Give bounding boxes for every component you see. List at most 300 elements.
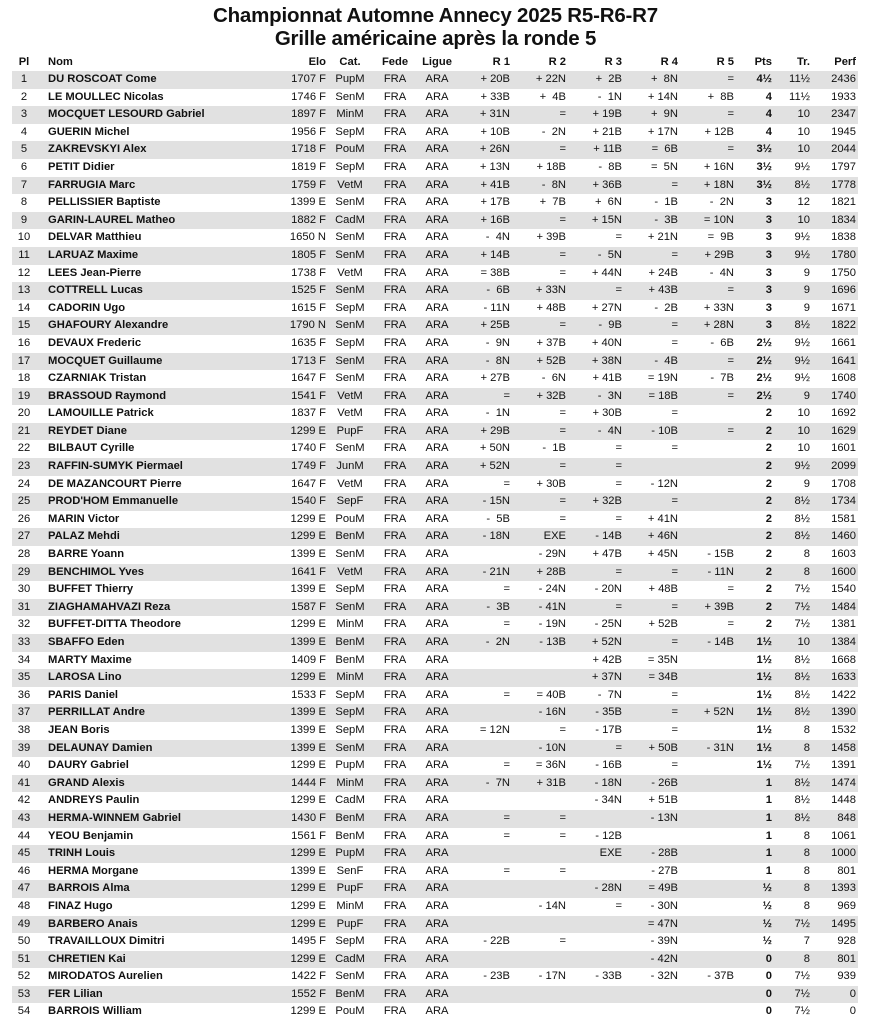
cell-federation: FRA [383, 636, 407, 648]
cell-performance: 1540 [831, 583, 856, 596]
cell-round-1 [458, 916, 514, 934]
cell-round-3: + 11B [593, 143, 622, 156]
cell-round-4: - 27B [651, 864, 678, 877]
cell-performance: 1780 [831, 248, 856, 261]
cell-category: MinM [336, 899, 364, 912]
cell-round-4: = 35N [647, 653, 678, 666]
cell-round-4: = [671, 565, 678, 578]
cell-points: 1½ [756, 653, 772, 666]
cell-league: ARA [425, 723, 449, 736]
cell-federation: FRA [383, 899, 407, 912]
cell-round-3: - 5N [597, 248, 622, 261]
cell-round-4: = [671, 319, 678, 332]
cell-category: SenM [335, 442, 365, 455]
cell-category: SenM [335, 231, 365, 244]
cell-federation: FRA [383, 389, 407, 402]
table-row [12, 511, 858, 529]
cell-performance: 2436 [831, 73, 856, 85]
cell-tiebreak: 7½ [794, 987, 810, 1000]
cell-round-2: = [559, 829, 566, 842]
cell-name: ZIAGHAMAHVAZI Reza [48, 600, 171, 613]
cell-league: ARA [425, 213, 449, 226]
cell-performance: 1822 [831, 319, 856, 332]
cell-round-1 [458, 546, 514, 564]
cell-round-1: + 33B [480, 90, 510, 103]
cell-performance: 1750 [831, 266, 856, 279]
cell-round-4: = 49B [648, 882, 678, 895]
cell-federation: FRA [383, 741, 407, 754]
cell-federation: FRA [383, 248, 407, 261]
cell-points: 4½ [756, 73, 772, 85]
cell-points: 0 [765, 987, 772, 1000]
cell-category: SepM [335, 336, 365, 349]
table-row [12, 564, 858, 582]
cell-round-5 [682, 792, 738, 810]
cell-name: PALAZ Mehdi [48, 530, 120, 543]
cell-elo: 1409 F [291, 653, 326, 666]
cell-tiebreak: 7½ [794, 583, 810, 596]
cell-federation: FRA [383, 407, 407, 420]
cell-performance: 1495 [831, 917, 856, 930]
cell-round-4: = [671, 178, 678, 191]
cell-name: MOCQUET LESOURD Gabriel [48, 108, 205, 121]
cell-points: 2 [765, 565, 772, 578]
cell-round-2: + 31B [536, 776, 566, 789]
cell-elo: 1541 F [291, 389, 326, 402]
cell-round-1 [458, 986, 514, 1004]
cell-round-1: - 7N [485, 776, 510, 789]
table-row [12, 159, 858, 177]
cell-points: 1 [765, 864, 772, 877]
cell-round-1: + 14B [480, 248, 510, 261]
cell-performance: 1460 [831, 530, 856, 543]
cell-round-4: - 13N [650, 811, 678, 824]
cell-league: ARA [425, 301, 449, 314]
cell-tiebreak: 8 [803, 847, 810, 860]
cell-place: 13 [17, 284, 31, 297]
cell-category: SenM [335, 196, 365, 209]
cell-round-2: = [559, 407, 566, 420]
cell-round-2: + 28B [536, 565, 566, 578]
cell-round-5 [682, 405, 738, 423]
cell-name: MARIN Victor [48, 512, 120, 525]
cell-round-2 [514, 652, 570, 670]
cell-name: BUFFET-DITTA Theodore [48, 618, 181, 631]
table-row [12, 212, 858, 230]
cell-league: ARA [425, 196, 449, 209]
cell-round-2: = 40B [536, 688, 566, 701]
cell-elo: 1805 F [291, 248, 326, 261]
header-elo: Elo [308, 56, 326, 68]
cell-tiebreak: 9 [803, 284, 810, 297]
cell-round-1: + 17B [480, 196, 510, 209]
table-row [12, 704, 858, 722]
cell-elo: 1819 F [291, 160, 326, 173]
cell-category: BenM [335, 530, 365, 543]
cell-round-1: - 11N [483, 301, 510, 314]
table-row [12, 282, 858, 300]
cell-elo: 1837 F [291, 407, 326, 420]
cell-federation: FRA [383, 354, 407, 367]
cell-tiebreak: 7½ [794, 618, 810, 631]
cell-round-1: - 8N [485, 354, 510, 367]
cell-category: SepM [335, 688, 365, 701]
cell-category: BenM [335, 653, 365, 666]
cell-round-4: - 32N [650, 970, 678, 983]
cell-name: DAURY Gabriel [48, 759, 129, 772]
cell-round-1 [458, 951, 514, 969]
cell-category: BenM [335, 811, 365, 824]
cell-round-5 [682, 476, 738, 494]
cell-place: 31 [17, 600, 31, 613]
table-row [12, 528, 858, 546]
cell-round-2: + 37B [536, 336, 566, 349]
cell-federation: FRA [383, 319, 407, 332]
cell-round-1: - 22B [483, 935, 510, 948]
cell-round-1 [458, 880, 514, 898]
table-row [12, 599, 858, 617]
cell-round-5: = [727, 143, 734, 156]
table-row [12, 265, 858, 283]
cell-round-3: - 34N [594, 794, 622, 807]
cell-round-4: - 2B [654, 301, 678, 314]
cell-elo: 1647 F [291, 372, 326, 385]
cell-category: SenM [335, 548, 365, 561]
cell-round-5: + 29B [704, 248, 734, 261]
cell-league: ARA [425, 636, 449, 648]
cell-name: LAMOUILLE Patrick [48, 407, 154, 420]
cell-round-2: - 16N [538, 706, 566, 719]
cell-league: ARA [425, 178, 449, 191]
table-row [12, 353, 858, 371]
cell-round-3: = [615, 231, 622, 244]
cell-round-3: = [615, 899, 622, 912]
cell-tiebreak: 8 [803, 565, 810, 578]
cell-place: 24 [17, 477, 31, 490]
cell-round-3: + 37N [591, 671, 622, 684]
cell-federation: FRA [383, 952, 407, 965]
cell-category: SenM [335, 319, 365, 332]
cell-elo: 1299 E [290, 1005, 326, 1018]
cell-round-3: - 12B [595, 829, 622, 842]
cell-league: ARA [425, 618, 449, 631]
cell-round-4: - 12N [650, 477, 678, 490]
cell-place: 19 [17, 389, 31, 402]
cell-tiebreak: 8½ [794, 671, 810, 684]
cell-name: CADORIN Ugo [48, 301, 126, 314]
cell-league: ARA [425, 565, 449, 578]
cell-points: ½ [762, 917, 772, 930]
cell-round-1: + 31N [479, 108, 510, 121]
cell-round-4: = [671, 706, 678, 719]
cell-elo: 1738 F [291, 266, 326, 279]
table-row [12, 687, 858, 705]
cell-round-5 [682, 828, 738, 846]
cell-tiebreak: 8½ [794, 811, 810, 824]
cell-round-1: - 6B [486, 284, 510, 297]
cell-federation: FRA [383, 284, 407, 297]
table-row [12, 616, 858, 634]
cell-name: TRAVAILLOUX Dimitri [48, 935, 165, 948]
cell-round-1 [458, 669, 514, 687]
cell-points: 3 [765, 266, 772, 279]
cell-name: FER Lilian [48, 987, 103, 1000]
cell-tiebreak: 8 [803, 829, 810, 842]
cell-round-3: - 3N [597, 389, 622, 402]
cell-round-1: + 26N [479, 143, 510, 156]
cell-round-5 [682, 757, 738, 775]
cell-elo: 1399 E [290, 636, 326, 648]
cell-category: MinM [336, 108, 364, 121]
cell-round-3: = [615, 460, 622, 473]
cell-place: 22 [17, 442, 31, 455]
cell-round-4: = [671, 759, 678, 772]
cell-elo: 1299 E [290, 759, 326, 772]
cell-category: SepM [335, 301, 365, 314]
cell-performance: 1668 [831, 653, 856, 666]
cell-round-3: - 18N [594, 776, 622, 789]
cell-place: 28 [17, 548, 31, 561]
cell-points: 4 [765, 90, 772, 103]
cell-category: SepM [335, 160, 365, 173]
cell-tiebreak: 8½ [794, 178, 810, 191]
cell-round-1: - 21N [482, 565, 510, 578]
cell-round-5: = [727, 73, 734, 85]
cell-performance: 1458 [831, 741, 856, 754]
cell-category: VetM [337, 266, 363, 279]
cell-league: ARA [425, 248, 449, 261]
cell-round-5 [682, 933, 738, 951]
cell-performance: 0 [849, 1005, 856, 1018]
cell-round-3: + 27N [591, 301, 622, 314]
cell-round-5 [682, 1003, 738, 1021]
cell-place: 30 [17, 583, 31, 596]
header-perf: Perf [834, 56, 856, 68]
cell-place: 50 [17, 935, 31, 948]
cell-round-5: + 18N [703, 178, 734, 191]
cell-elo: 1399 E [290, 864, 326, 877]
cell-name: FARRUGIA Marc [48, 178, 136, 191]
cell-round-4: + 9N [650, 108, 678, 121]
cell-performance: 1838 [831, 231, 856, 244]
cell-place: 39 [17, 741, 31, 754]
cell-round-1: = [503, 811, 510, 824]
cell-round-4: - 4B [654, 354, 678, 367]
cell-category: VetM [337, 407, 363, 420]
cell-round-4: + 14N [647, 90, 678, 103]
cell-round-4: + 43B [648, 284, 678, 297]
cell-performance: 1393 [831, 882, 856, 895]
table-row [12, 652, 858, 670]
cell-league: ARA [425, 143, 449, 156]
cell-category: BenM [335, 987, 365, 1000]
cell-category: SenM [335, 354, 365, 367]
cell-round-1: + 52N [479, 460, 510, 473]
cell-league: ARA [425, 548, 449, 561]
cell-place: 27 [17, 530, 31, 543]
cell-name: DE MAZANCOURT Pierre [48, 477, 182, 490]
cell-round-1: + 20B [480, 73, 510, 85]
cell-tiebreak: 11½ [789, 73, 810, 85]
cell-league: ARA [425, 935, 449, 948]
cell-round-2: - 6N [541, 372, 566, 385]
cell-points: 1½ [756, 741, 772, 754]
cell-league: ARA [425, 125, 449, 138]
cell-league: ARA [425, 108, 449, 121]
cell-round-2: - 19N [538, 618, 566, 631]
cell-points: 3½ [756, 143, 772, 156]
cell-elo: 1399 E [290, 723, 326, 736]
cell-league: ARA [425, 600, 449, 613]
header-r1: R 1 [492, 56, 510, 68]
cell-category: SepM [335, 125, 365, 138]
cell-name: GUERIN Michel [48, 125, 130, 138]
cell-category: PupF [336, 882, 364, 895]
cell-round-5: = [727, 108, 734, 121]
table-row [12, 247, 858, 265]
cell-round-1: = [503, 829, 510, 842]
cell-round-5: - 7B [710, 372, 734, 385]
cell-name: HERMA-WINNEM Gabriel [48, 811, 182, 824]
cell-round-3: = [615, 284, 622, 297]
cell-round-2: - 8N [541, 178, 566, 191]
cell-tiebreak: 7½ [794, 600, 810, 613]
cell-round-3 [570, 986, 626, 1004]
cell-federation: FRA [383, 530, 407, 543]
cell-elo: 1956 F [291, 125, 326, 138]
cell-round-5: - 31N [706, 741, 734, 754]
cell-category: PupF [336, 424, 364, 437]
cell-round-4: = [671, 336, 678, 349]
cell-round-5: = [727, 284, 734, 297]
cell-round-2: = [559, 864, 566, 877]
cell-round-4: + 17N [647, 125, 678, 138]
cell-round-2: = [559, 143, 566, 156]
cell-performance: 939 [837, 970, 856, 983]
cell-category: SenM [335, 600, 365, 613]
cell-round-2: = [559, 495, 566, 508]
cell-points: 1 [765, 776, 772, 789]
cell-points: ½ [762, 935, 772, 948]
cell-federation: FRA [383, 776, 407, 789]
cell-round-1: + 27B [480, 372, 510, 385]
cell-round-1: + 25B [480, 319, 510, 332]
cell-performance: 0 [849, 987, 856, 1000]
cell-round-2: = [559, 460, 566, 473]
cell-category: VetM [337, 565, 363, 578]
table-row [12, 792, 858, 810]
cell-name: COTTRELL Lucas [48, 284, 143, 297]
cell-round-5: = 9B [707, 231, 734, 244]
cell-round-1: = [503, 864, 510, 877]
cell-round-1: = 38B [480, 266, 510, 279]
cell-league: ARA [425, 653, 449, 666]
table-row [12, 458, 858, 476]
cell-points: 3½ [756, 160, 772, 173]
cell-round-1 [458, 1003, 514, 1021]
cell-federation: FRA [383, 583, 407, 596]
cell-category: CadM [335, 952, 365, 965]
cell-place: 40 [17, 759, 31, 772]
cell-tiebreak: 7½ [794, 1005, 810, 1018]
cell-round-5 [682, 863, 738, 881]
cell-round-1 [458, 704, 514, 722]
cell-round-1: - 2N [485, 636, 510, 648]
table-row [12, 476, 858, 494]
cell-round-2: = 36N [535, 759, 566, 772]
cell-round-2: - 2N [541, 125, 566, 138]
cell-league: ARA [425, 759, 449, 772]
cell-performance: 1608 [831, 372, 856, 385]
cell-round-4: = [671, 688, 678, 701]
cell-round-5: + 8B [707, 90, 734, 103]
cell-round-5: = [727, 424, 734, 437]
cell-performance: 1933 [831, 90, 856, 103]
cell-round-3 [570, 916, 626, 934]
cell-category: PouM [335, 512, 365, 525]
cell-federation: FRA [383, 213, 407, 226]
cell-round-5: + 52N [703, 706, 734, 719]
cell-round-5 [682, 880, 738, 898]
cell-elo: 1430 F [291, 811, 326, 824]
cell-place: 2 [20, 90, 28, 103]
cell-category: SenM [335, 90, 365, 103]
cell-elo: 1713 F [291, 354, 326, 367]
cell-league: ARA [425, 477, 449, 490]
cell-tiebreak: 8½ [794, 706, 810, 719]
cell-points: 2 [765, 548, 772, 561]
cell-round-2: + 52B [536, 354, 566, 367]
cell-round-5: = [727, 354, 734, 367]
cell-points: 0 [765, 1005, 772, 1018]
cell-round-4: - 39N [650, 935, 678, 948]
cell-performance: 1696 [831, 284, 856, 297]
cell-points: 2 [765, 618, 772, 631]
cell-place: 48 [17, 899, 31, 912]
cell-name: BARRE Yoann [48, 548, 125, 561]
cell-category: MinM [336, 671, 364, 684]
cell-federation: FRA [383, 723, 407, 736]
cell-points: 3 [765, 301, 772, 314]
table-row [12, 89, 858, 107]
cell-round-5 [682, 458, 738, 476]
table-row [12, 405, 858, 423]
cell-place: 46 [17, 864, 31, 877]
cell-name: BARBERO Anais [48, 917, 138, 930]
cell-name: GHAFOURY Alexandre [48, 319, 169, 332]
cell-league: ARA [425, 899, 449, 912]
cell-federation: FRA [383, 917, 407, 930]
cell-round-3: = [615, 477, 622, 490]
cell-category: SepF [336, 495, 364, 508]
cell-category: BenM [335, 829, 365, 842]
cell-tiebreak: 10 [797, 442, 810, 455]
cell-place: 11 [18, 248, 30, 261]
cell-round-4: = [671, 495, 678, 508]
cell-round-1 [458, 652, 514, 670]
table-row [12, 177, 858, 195]
table-row [12, 951, 858, 969]
cell-tiebreak: 8 [803, 723, 810, 736]
cell-name: TRINH Louis [48, 847, 116, 860]
cell-round-2: + 30B [536, 477, 566, 490]
cell-points: 1½ [756, 759, 772, 772]
cell-round-2 [514, 669, 570, 687]
cell-name: LE MOULLEC Nicolas [48, 90, 164, 103]
cell-league: ARA [425, 829, 449, 842]
cell-performance: 1641 [831, 354, 856, 367]
cell-round-3: + 30B [592, 407, 622, 420]
